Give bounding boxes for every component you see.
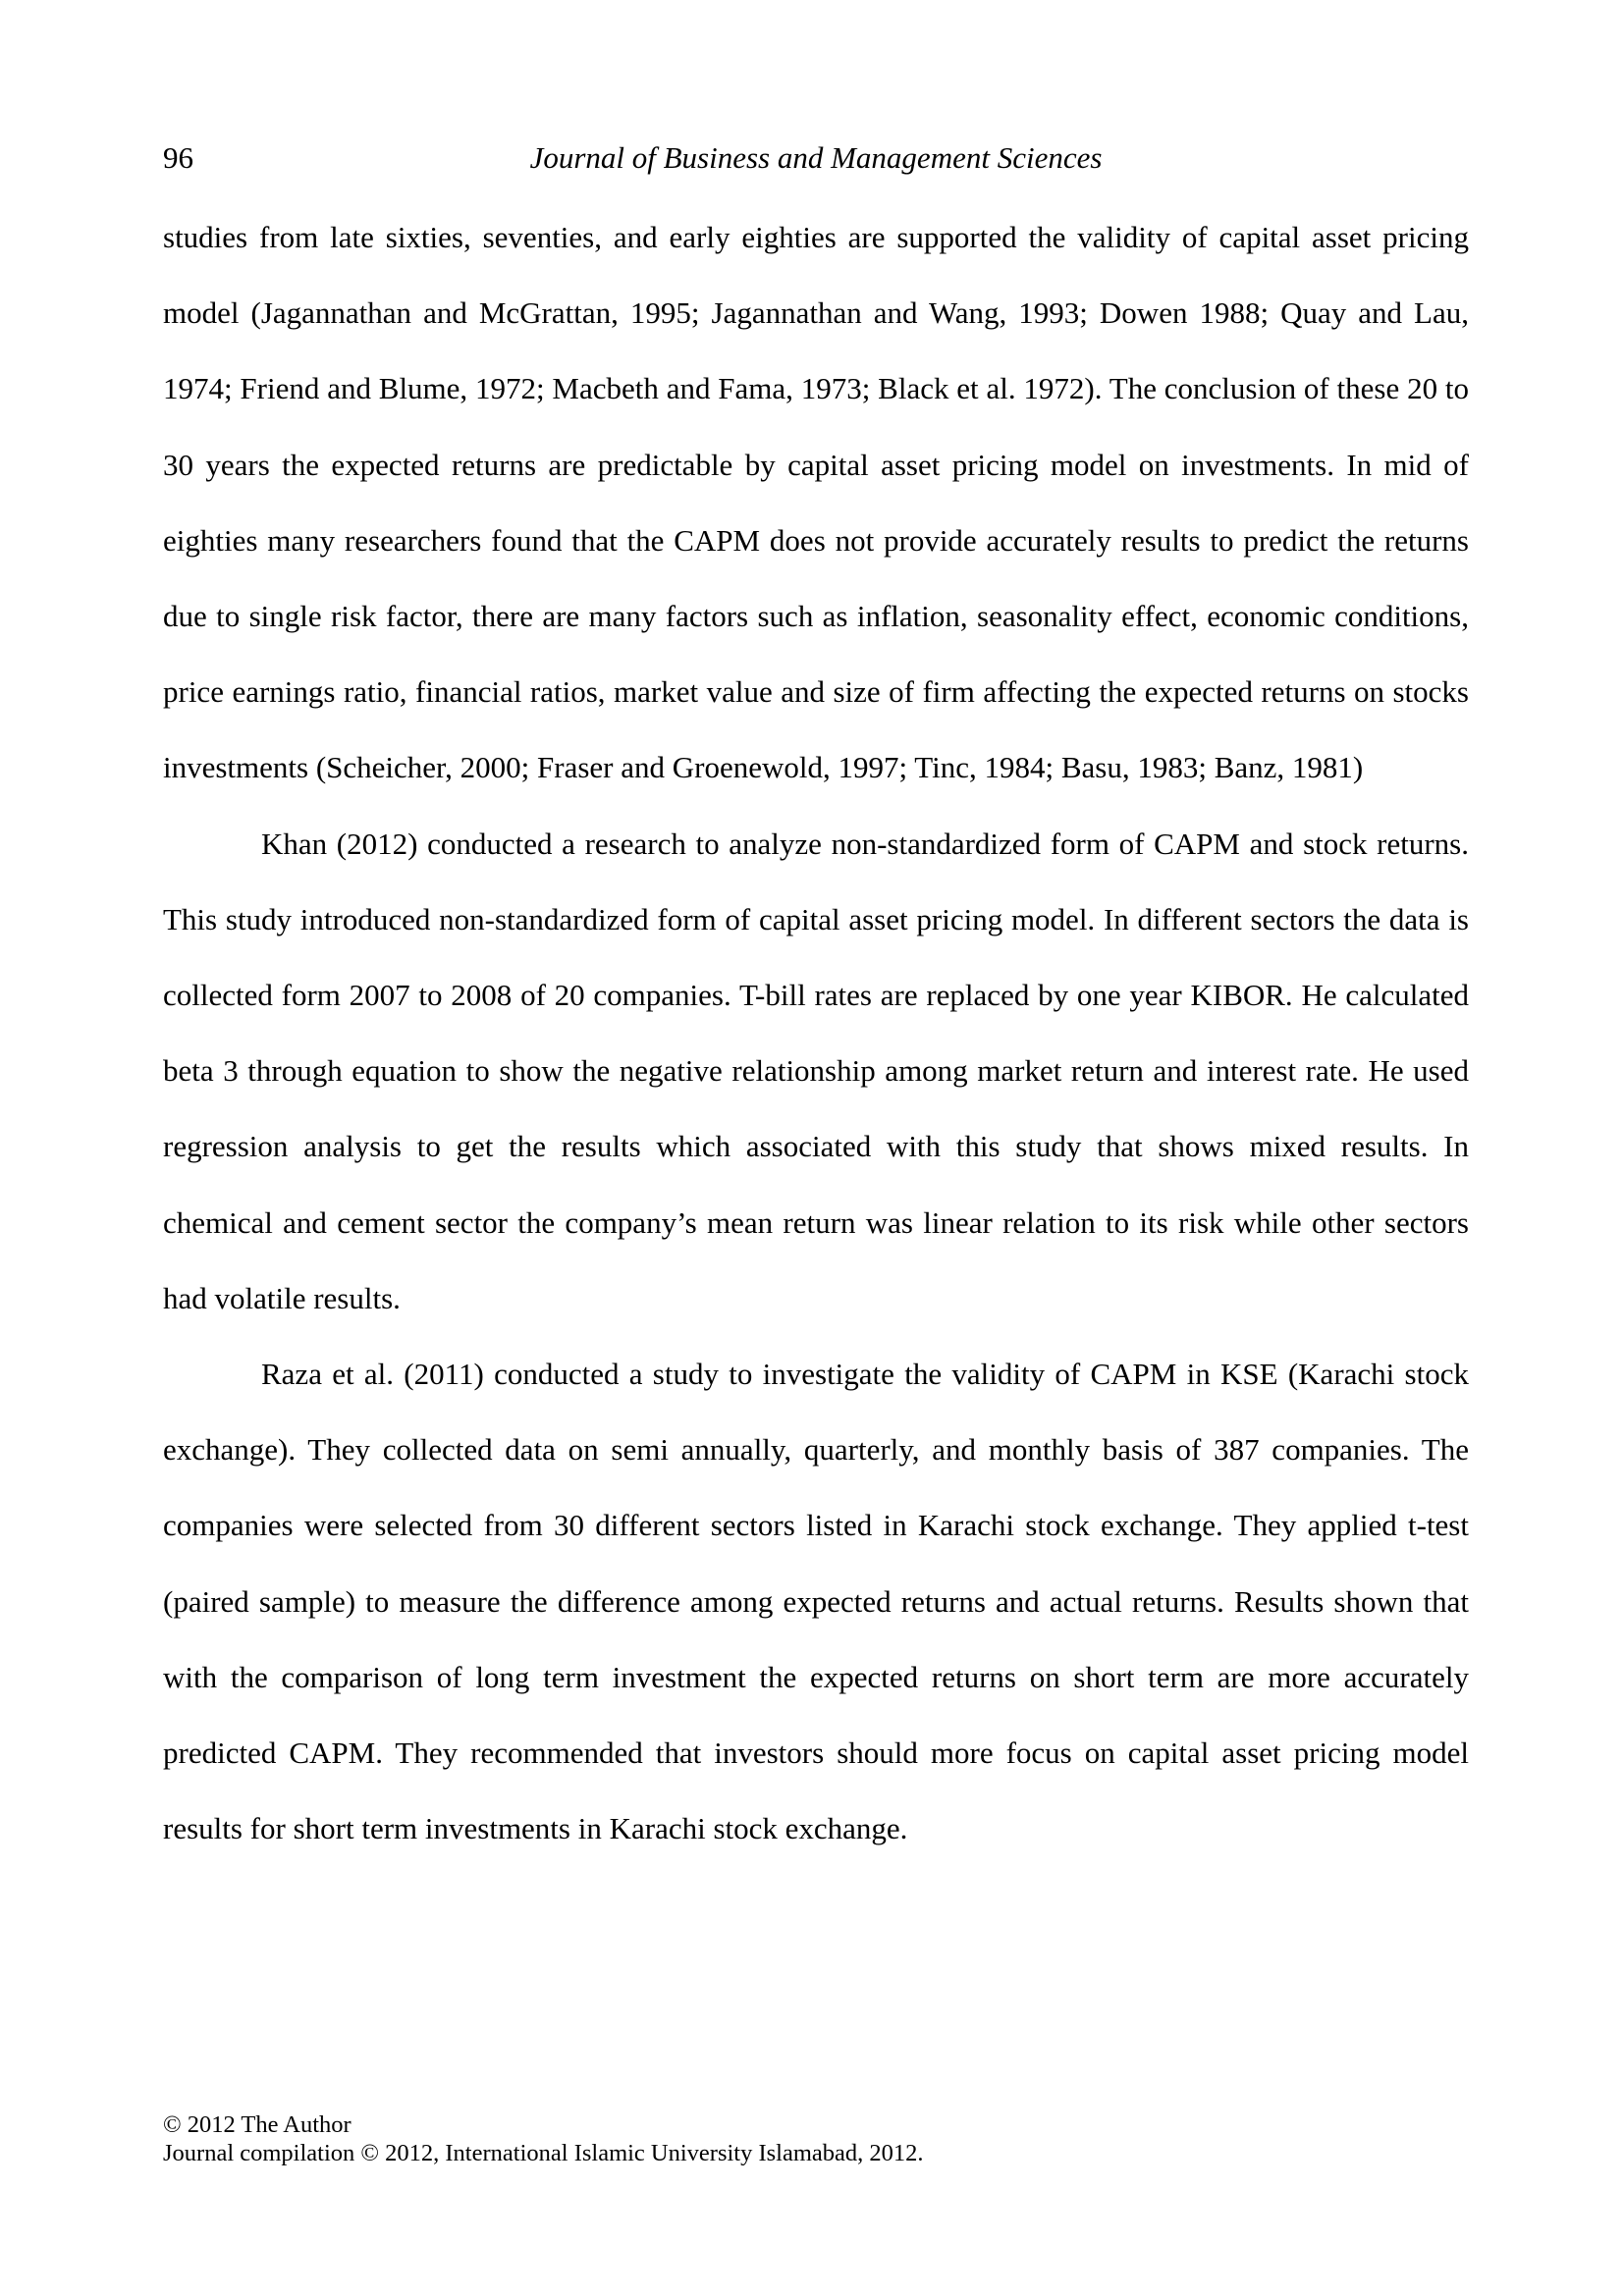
journal-title: Journal of Business and Management Sciences bbox=[529, 140, 1103, 175]
copyright-notice: © 2012 The Author bbox=[163, 2111, 352, 2138]
body-text bbox=[163, 199, 1469, 1866]
paragraph-continuation: studies from late sixties, seventies, and early eighties are supported the validity of capital asset pricing model (Jagannathan and McGrattan, 1995; Jagannathan and Wang, 1993; Dowen 1988; Quay and Lau, 1974; Friend and Blume, 1972; Macbeth and Fama, 1973; Black et al. 1972). The conclusion of these 20 to 30 years the expected returns are predictable by capital asset pricing model on investments. In mid of eighties many researchers found that the CAPM does not provide accurately results to predict the returns due to single risk factor, there are many factors such as inflation, seasonality effect, economic conditions, price earnings ratio, financial ratios, market value and size of firm affecting the expected returns on stocks investments (Scheicher, 2000; Fraser and Groenewold, 1997; Tinc, 1984; Basu, 1983; Banz, 1981) bbox=[163, 220, 1469, 785]
page-number: 96 bbox=[163, 140, 193, 175]
paragraph-khan-2012: Khan (2012) conducted a research to analyze non-standardized form of CAPM and stock returns. This study introduced non-standardized form of capital asset pricing model. In different sectors the data is collected form 2007 to 2008 of 20 companies. T-bill rates are replaced by one year KIBOR. He calculated beta 3 through equation to show the negative relationship among market return and interest rate. He used regression analysis to get the results which associated with this study that shows mixed results. In chemical and cement sector the company’s mean return was linear relation to its risk while other sectors had volatile results. bbox=[163, 826, 1469, 1315]
journal-compilation-notice: Journal compilation © 2012, International Islamic University Islamabad, 2012. bbox=[163, 2140, 924, 2166]
page-header bbox=[163, 133, 1469, 183]
paragraph-raza-2011: Raza et al. (2011) conducted a study to investigate the validity of CAPM in KSE (Karachi stock exchange). They collected data on semi annually, quarterly, and monthly basis of 387 companies. The companies were selected from 30 different sectors listed in Karachi stock exchange. They applied t-test (paired sample) to measure the difference among expected returns and actual returns. Results shown that with the comparison of long term investment the expected returns on short term are more accurately predicted CAPM. They recommended that investors should more focus on capital asset pricing model results for short term investments in Karachi stock exchange. bbox=[163, 1357, 1469, 1846]
page-footer bbox=[163, 2110, 1469, 2167]
